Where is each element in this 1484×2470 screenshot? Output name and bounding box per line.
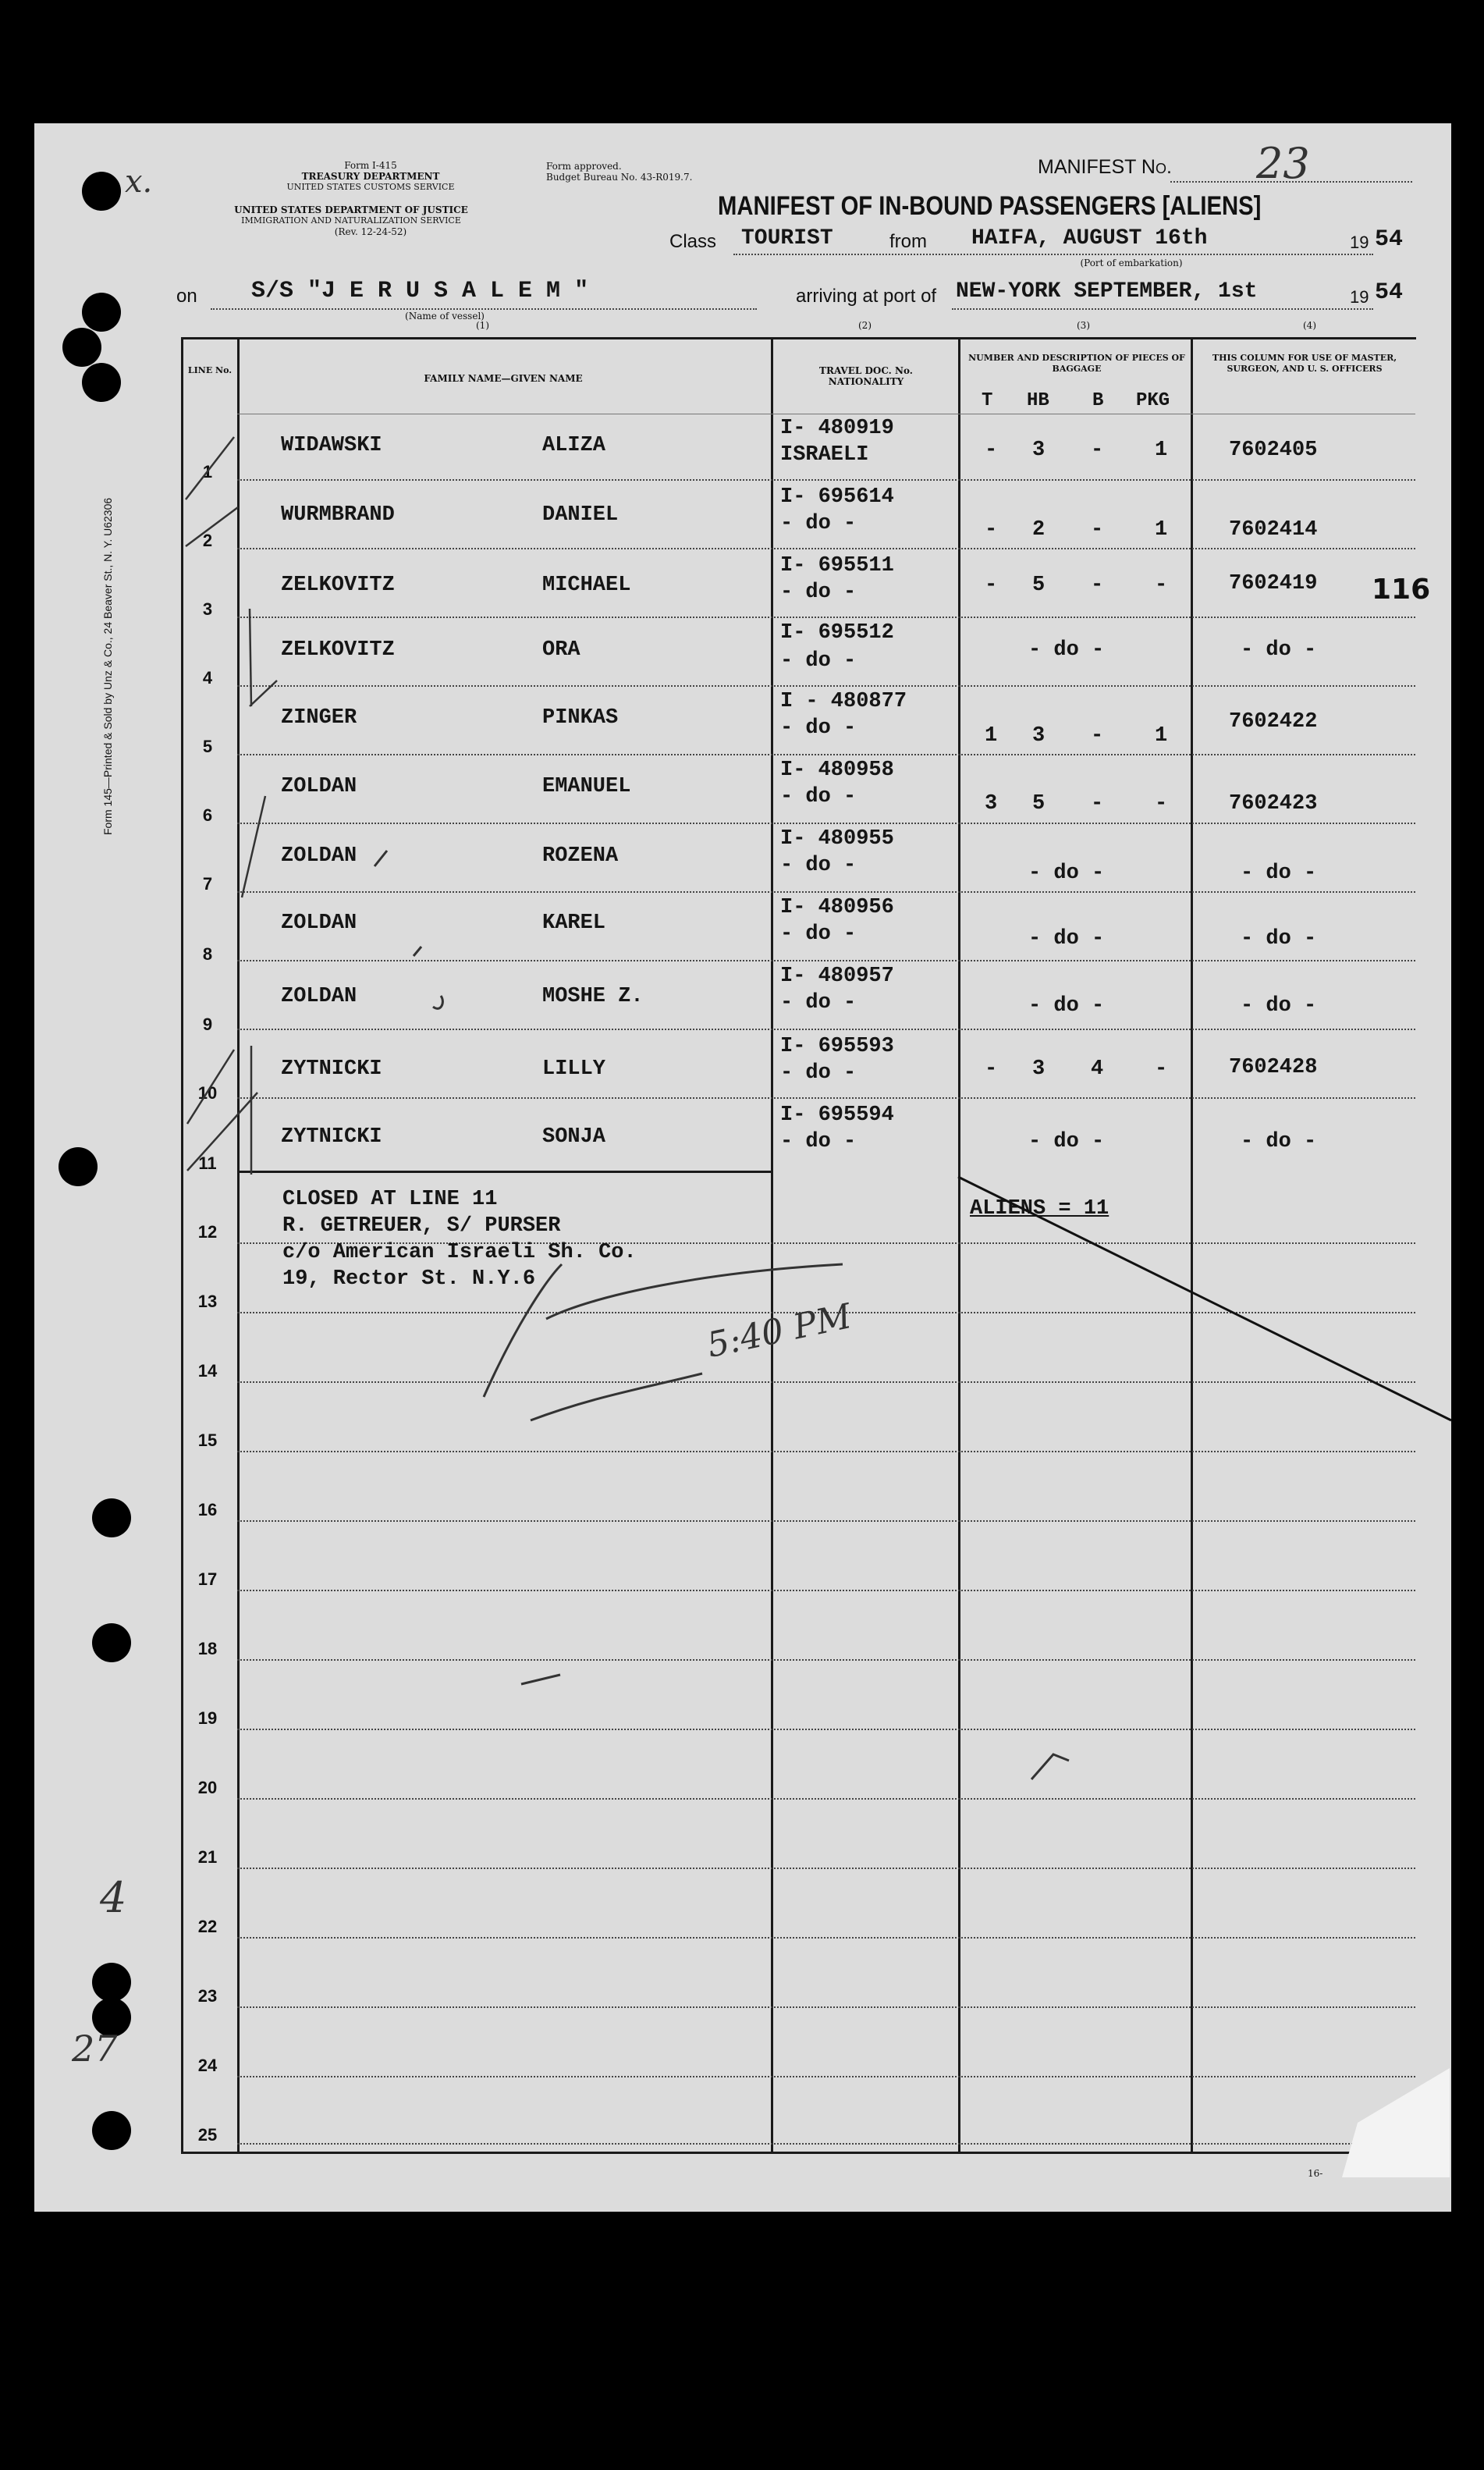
bag-t: 3	[985, 792, 998, 816]
bag-t: -	[985, 439, 998, 462]
line-number: 17	[197, 1569, 218, 1589]
manifest-number: 23	[1256, 139, 1310, 188]
year-prefix: 19	[1350, 233, 1369, 252]
nationality: - do -	[780, 785, 857, 809]
year-arrival: 54	[1375, 279, 1404, 306]
arriving-label: arriving at port of	[796, 286, 937, 307]
officer-note: 7602405	[1229, 439, 1318, 462]
bag-hb: 3	[1032, 439, 1046, 462]
bag-hb: 5	[1032, 574, 1046, 597]
given-name: MICHAEL	[542, 574, 631, 597]
bag-pkg: 1	[1155, 724, 1168, 748]
family-name: ZINGER	[281, 706, 357, 730]
officer-note: - do -	[1241, 1130, 1317, 1153]
col-num-2: (2)	[858, 320, 872, 331]
bag-ditto: - do -	[1028, 994, 1105, 1018]
officer-note: - do -	[1241, 994, 1317, 1018]
bag-b: -	[1091, 574, 1104, 597]
col-travel-doc: TRAVEL DOC. No. NATIONALITY	[819, 365, 913, 387]
given-name: DANIEL	[542, 503, 619, 527]
bag-b: -	[1091, 724, 1104, 748]
col-num-1: (1)	[476, 320, 489, 331]
given-name: PINKAS	[542, 706, 619, 730]
torn-corner	[1342, 2068, 1450, 2177]
bag-hb: 2	[1032, 518, 1046, 542]
manifest-title: MANIFEST OF IN-BOUND PASSENGERS [ALIENS]	[718, 191, 1262, 221]
bag-pkg: -	[1155, 792, 1168, 816]
family-name: ZELKOVITZ	[281, 574, 395, 597]
travel-doc-no: I- 480958	[780, 759, 894, 782]
officer-note: - do -	[1241, 862, 1317, 885]
travel-doc-no: I- 480956	[780, 896, 894, 919]
stray-marks	[375, 851, 1069, 1779]
line-number: 7	[202, 874, 213, 894]
closed-at-line: CLOSED AT LINE 11	[282, 1188, 498, 1211]
bag-hb: 5	[1032, 792, 1046, 816]
form-approved: Form approved.	[546, 161, 622, 172]
class-value: TOURIST	[741, 226, 833, 251]
col-num-3: (3)	[1077, 320, 1090, 331]
bag-t: 1	[985, 724, 998, 748]
officer-note: 7602422	[1229, 710, 1318, 734]
officer-note: 7602414	[1229, 518, 1318, 542]
officer-note: 7602428	[1229, 1056, 1318, 1079]
nationality: - do -	[780, 854, 857, 877]
line-number: 18	[197, 1639, 218, 1658]
signature-scrawl	[484, 1264, 843, 1420]
year-prefix-2: 19	[1350, 287, 1369, 307]
line-number: 1	[202, 462, 213, 482]
bag-hb: 3	[1032, 724, 1046, 748]
given-name: EMANUEL	[542, 775, 631, 798]
vessel-name: S/S "J E R U S A L E M "	[251, 278, 589, 304]
family-name: WURMBRAND	[281, 503, 395, 527]
company-name: c/o American Israeli Sh. Co.	[282, 1241, 637, 1264]
treasury-dept: TREASURY DEPARTMENT	[301, 171, 440, 182]
ins-service: IMMIGRATION AND NATURALIZATION SERVICE	[241, 215, 461, 226]
bag-b: 4	[1091, 1057, 1104, 1081]
travel-doc-no: I- 695594	[780, 1104, 894, 1127]
bag-col-hb: HB	[1027, 390, 1049, 411]
embarkation-value: HAIFA, AUGUST 16th	[971, 226, 1208, 251]
family-name: ZYTNICKI	[281, 1057, 382, 1081]
bag-b: -	[1091, 439, 1104, 462]
line-number: 14	[197, 1361, 218, 1381]
class-label: Class	[669, 231, 717, 252]
bag-b: -	[1091, 518, 1104, 542]
arrival-value: NEW-YORK SEPTEMBER, 1st	[956, 279, 1258, 304]
line-number: 4	[202, 668, 213, 688]
line-number: 22	[197, 1917, 218, 1936]
bag-b: -	[1091, 792, 1104, 816]
margin-y-mark: 4	[100, 1873, 127, 1922]
footer-code: 16-	[1308, 2168, 1323, 2179]
officer-note: - do -	[1241, 927, 1317, 951]
year-embark: 54	[1375, 226, 1404, 253]
customs-service: UNITED STATES CUSTOMS SERVICE	[286, 182, 455, 192]
line-number: 23	[197, 1986, 218, 2006]
family-name: ZOLDAN	[281, 912, 357, 935]
nationality: - do -	[780, 581, 857, 604]
travel-doc-no: I- 480919	[780, 417, 894, 440]
officer-note: - do -	[1241, 638, 1317, 662]
family-name: ZOLDAN	[281, 775, 357, 798]
travel-doc-no: I- 695512	[780, 621, 894, 645]
margin-x-mark: x.	[125, 164, 153, 200]
bag-pkg: 1	[1155, 518, 1168, 542]
given-name: LILLY	[542, 1057, 606, 1081]
aliens-total: ALIENS = 11	[970, 1197, 1109, 1221]
given-name: ORA	[542, 638, 580, 662]
nationality: - do -	[780, 716, 857, 740]
bag-ditto: - do -	[1028, 927, 1105, 951]
nationality: - do -	[780, 1061, 857, 1085]
line-number: 10	[197, 1083, 218, 1103]
given-name: KAREL	[542, 912, 606, 935]
family-name: ZOLDAN	[281, 844, 357, 868]
vessel-caption: (Name of vessel)	[405, 311, 485, 322]
col-baggage: NUMBER AND DESCRIPTION OF PIECES OF BAGGAGE	[968, 353, 1185, 374]
line-number: 16	[197, 1500, 218, 1519]
nationality: - do -	[780, 512, 857, 535]
given-name: MOSHE Z.	[542, 985, 644, 1008]
side-print: Form 145—Printed & Sold by Unz & Co., 24 Beaver St., N. Y. U62306	[101, 497, 114, 835]
bag-hb: 3	[1032, 1057, 1046, 1081]
col-num-4: (4)	[1303, 320, 1316, 331]
side-number: 116	[1372, 574, 1431, 606]
bag-col-t: T	[982, 390, 993, 411]
on-label: on	[176, 286, 197, 307]
line-number: 6	[202, 805, 213, 825]
given-name: ALIZA	[542, 434, 606, 457]
nationality: - do -	[780, 991, 857, 1015]
bag-ditto: - do -	[1028, 1130, 1105, 1153]
col-name: FAMILY NAME—GIVEN NAME	[424, 373, 583, 384]
line-number: 15	[197, 1430, 218, 1450]
form-number: Form I-415	[344, 160, 397, 171]
bag-pkg: 1	[1155, 439, 1168, 462]
bag-col-b: B	[1092, 390, 1104, 411]
bag-ditto: - do -	[1028, 862, 1105, 885]
bag-col-pkg: PKG	[1136, 390, 1170, 411]
given-name: SONJA	[542, 1125, 606, 1149]
tick-marks	[186, 437, 277, 1175]
bag-pkg: -	[1155, 1057, 1168, 1081]
justice-dept: UNITED STATES DEPARTMENT OF JUSTICE	[234, 204, 468, 215]
travel-doc-no: I- 695511	[780, 554, 894, 578]
line-number: 20	[197, 1778, 218, 1797]
line-number: 12	[197, 1222, 218, 1242]
manifest-no-label: MANIFEST No.	[1038, 156, 1172, 178]
family-name: ZOLDAN	[281, 985, 357, 1008]
travel-doc-no: I - 480877	[780, 690, 907, 713]
line-number: 8	[202, 944, 213, 964]
bag-t: -	[985, 574, 998, 597]
family-name: ZELKOVITZ	[281, 638, 395, 662]
line-number: 3	[202, 599, 213, 619]
line-number: 11	[198, 1153, 217, 1173]
line-number: 19	[197, 1708, 218, 1728]
port-embark-caption: (Port of embarkation)	[1080, 258, 1183, 268]
company-address: 19, Rector St. N.Y.6	[282, 1267, 536, 1291]
line-number: 21	[197, 1847, 218, 1867]
given-name: ROZENA	[542, 844, 619, 868]
strike-line	[958, 1177, 1451, 1420]
travel-doc-no: I- 480955	[780, 827, 894, 851]
line-number: 13	[197, 1292, 218, 1311]
nationality: - do -	[780, 649, 857, 673]
line-number: 5	[202, 737, 213, 756]
purser-name: R. GETREUER, S/ PURSER	[282, 1214, 561, 1238]
from-label: from	[889, 231, 927, 252]
col-line-no: LINE No.	[187, 365, 233, 375]
line-number: 24	[197, 2056, 218, 2075]
family-name: ZYTNICKI	[281, 1125, 382, 1149]
travel-doc-no: I- 480957	[780, 965, 894, 988]
handwritten-time: 5:40 PM	[703, 1296, 855, 1366]
nationality: - do -	[780, 1130, 857, 1153]
officer-note: 7602419	[1229, 572, 1318, 595]
bag-pkg: -	[1155, 574, 1168, 597]
line-number: 25	[197, 2125, 218, 2145]
margin-number: 27	[72, 2028, 118, 2070]
travel-doc-no: I- 695614	[780, 485, 894, 509]
line-number: 9	[202, 1015, 213, 1034]
officer-note: 7602423	[1229, 792, 1318, 816]
budget-bureau: Budget Bureau No. 43-R019.7.	[546, 172, 693, 183]
col-officers: THIS COLUMN FOR USE OF MASTER, SURGEON, AND U. S. OFFICERS	[1212, 353, 1397, 374]
nationality: - do -	[780, 922, 857, 946]
family-name: WIDAWSKI	[281, 434, 382, 457]
bag-t: -	[985, 1057, 998, 1081]
bag-ditto: - do -	[1028, 638, 1105, 662]
revision-date: (Rev. 12-24-52)	[334, 226, 407, 237]
travel-doc-no: I- 695593	[780, 1035, 894, 1058]
bag-t: -	[985, 518, 998, 542]
nationality: ISRAELI	[780, 443, 869, 467]
line-number: 2	[202, 531, 213, 550]
